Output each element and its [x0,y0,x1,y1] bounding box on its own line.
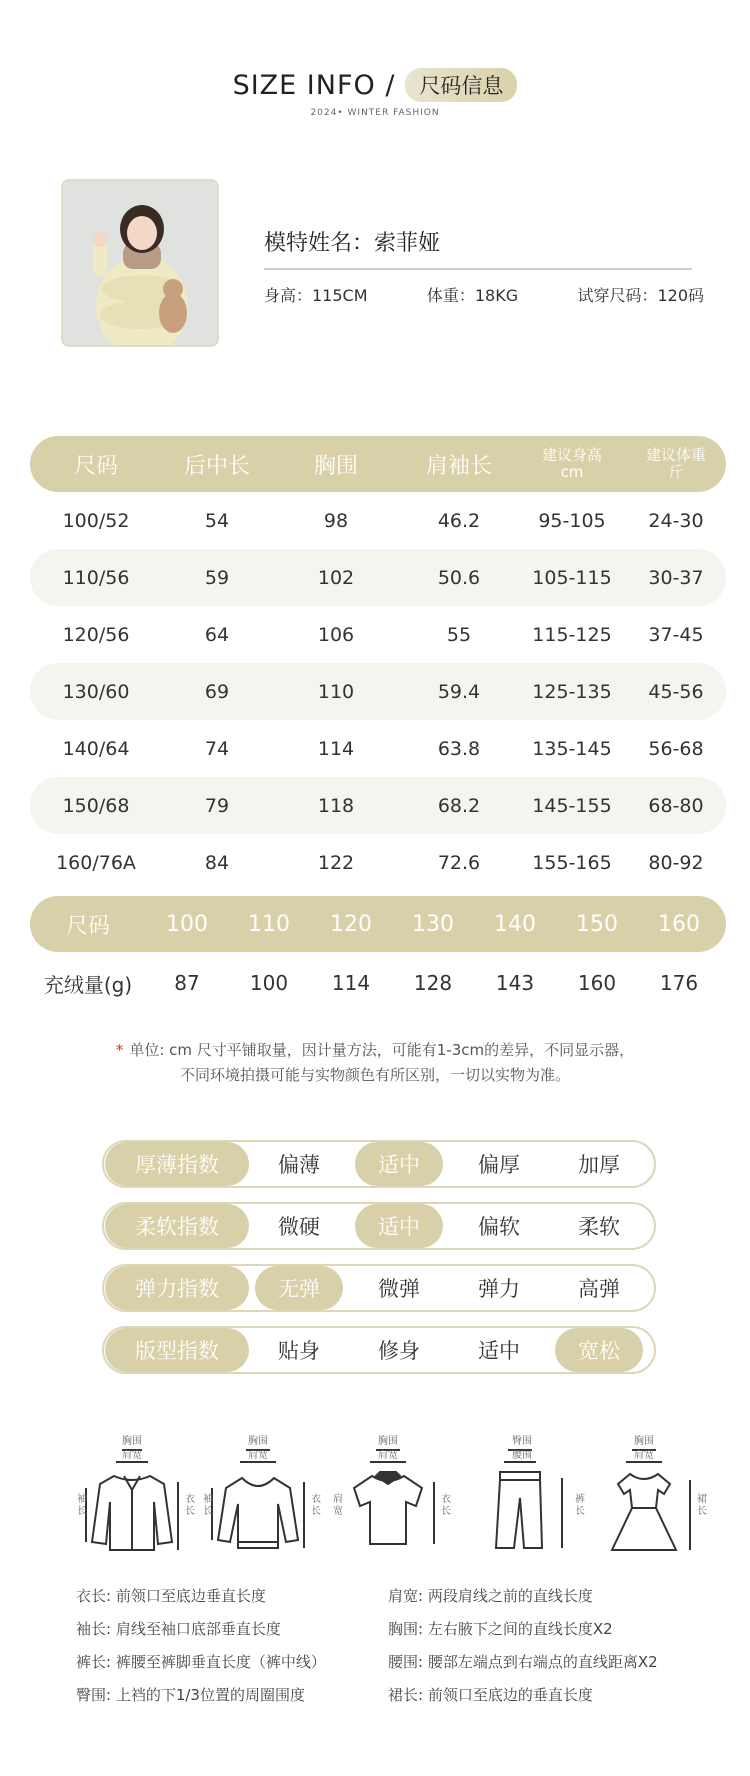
note-line-1: 单位: cm 尺寸平铺取量，因计量方法，可能有1-3cm的差异，不同显示器， [129,1041,635,1059]
size-cell: 125-135 [532,680,612,703]
garment-label: 胸围 [634,1436,654,1447]
size-cell: 64 [204,623,230,646]
index-scale [102,1202,656,1250]
size-cell: 59.4 [437,680,481,703]
size-cell: 30-37 [648,566,704,589]
garment-label: 肩宽 [122,1450,142,1461]
definition: 衣长: 前领口至底边垂直长度 [76,1587,266,1605]
index-option: 微弹 [378,1277,420,1301]
fill-header-label: 尺码 [65,913,110,939]
index-scale [102,1140,656,1188]
header-pill: 尺码信息 [405,68,517,102]
size-cell: 110 [317,680,355,703]
garment-label: 肩宽 [378,1450,398,1461]
garment-label: 袖长 [203,1494,213,1517]
size-cell: 55 [446,623,472,646]
fill-table [30,896,726,1014]
garment-label: 胸围 [122,1436,142,1447]
index-option-selected: 适中 [355,1142,443,1186]
size-cell: 74 [204,737,230,760]
size-cell: 68-80 [648,794,704,817]
index-option: 偏厚 [478,1153,520,1177]
index-option: 适中 [478,1339,520,1363]
measurement-note [0,1038,750,1088]
definition: 袖长: 肩线至袖口底部垂直长度 [76,1620,281,1638]
size-cell: 100/52 [62,509,130,532]
fill-header-size: 100 [166,911,208,937]
size-cell: 118 [317,794,355,817]
garment-label: 肩宽 [634,1450,654,1461]
garment-label: 肩宽 [248,1450,268,1461]
size-cell: 54 [204,509,230,532]
size-cell: 115-125 [532,623,612,646]
index-option-selected: 无弹 [255,1266,343,1310]
size-cell: 122 [317,851,355,874]
definition: 胸围: 左右腋下之间的直线长度X2 [388,1620,613,1638]
header-chest: 胸围 [313,453,358,479]
size-cell: 140/64 [62,737,130,760]
size-cell: 45-56 [648,680,704,703]
index-option-selected: 适中 [355,1204,443,1248]
model-weight: 体重：18KG [426,286,519,305]
size-cell: 160/76A [56,851,136,874]
garment-label: 胸围 [248,1436,268,1447]
header-subtitle: 2024• WINTER FASHION [310,108,440,118]
fill-header-size: 120 [330,911,372,937]
size-cell: 59 [204,566,230,589]
garment-label: 裤长 [575,1494,585,1517]
size-cell: 110/56 [62,566,130,589]
index-label: 弹力指数 [105,1266,249,1310]
fill-header-size: 140 [494,911,536,937]
model-photo [61,179,219,347]
definition: 腰围: 腰部左端点到右端点的直线距离X2 [388,1653,658,1671]
header-back-length: 后中长 [183,453,250,479]
divider [264,268,692,270]
definition: 肩宽: 两段肩线之前的直线长度 [388,1587,593,1605]
garment-label: 臀围 [512,1436,532,1447]
index-scale [102,1326,656,1374]
size-cell: 68.2 [437,794,481,817]
size-cell: 135-145 [532,737,612,760]
index-option: 修身 [378,1339,420,1363]
size-row [30,777,726,834]
garment-label: 衣长 [185,1494,195,1517]
garment-label: 腰围 [512,1450,532,1461]
index-label: 柔软指数 [105,1204,249,1248]
size-cell: 120/56 [62,623,130,646]
fill-value: 114 [331,971,371,995]
index-label: 版型指数 [105,1328,249,1372]
size-row [30,606,726,663]
size-cell: 80-92 [648,851,704,874]
garment-label: 肩宽 [333,1494,343,1517]
size-cell: 105-115 [532,566,612,589]
header-rec-weight: 建议体重 斤 [645,446,706,481]
fill-header-size: 150 [576,911,618,937]
index-option: 加厚 [578,1153,620,1177]
size-cell: 150/68 [62,794,130,817]
definition: 裙长: 前领口至底边的垂直长度 [388,1686,593,1704]
definitions-left [76,1580,326,1712]
index-label: 厚薄指数 [105,1142,249,1186]
size-table-header [30,436,726,492]
child-model-illustration [63,181,219,347]
model-trial-size: 试穿尺码：120码 [577,286,704,305]
size-row [30,549,726,606]
fill-value: 143 [495,971,535,995]
model-stats [264,283,704,306]
size-row [30,834,726,891]
note-star: * [115,1041,124,1059]
fill-value: 160 [577,971,617,995]
size-cell: 84 [204,851,230,874]
size-cell: 102 [317,566,355,589]
fill-header-size: 110 [248,911,290,937]
index-option: 贴身 [278,1339,320,1363]
size-cell: 79 [204,794,230,817]
fill-value: 87 [174,971,200,995]
fill-row-label: 充绒量(g) [43,972,133,997]
size-cell: 72.6 [437,851,481,874]
fill-header-size: 160 [658,911,700,937]
garment-label: 胸围 [378,1436,398,1447]
size-cell: 63.8 [437,737,481,760]
size-cell: 56-68 [648,737,704,760]
size-cell: 46.2 [437,509,481,532]
definitions-right [388,1580,658,1712]
definition: 臀围: 上裆的下1/3位置的周圈围度 [76,1686,305,1704]
garment-label: 衣长 [311,1494,321,1517]
size-cell: 37-45 [648,623,704,646]
index-option: 微硬 [278,1215,320,1239]
size-cell: 155-165 [532,851,612,874]
size-row [30,492,726,549]
header-title: SIZE INFO / [232,69,396,101]
size-cell: 95-105 [538,509,606,532]
index-option: 高弹 [578,1277,620,1301]
size-cell: 114 [317,737,355,760]
note-line-2: 不同环境拍摄可能与实物颜色有所区别，一切以实物为准。 [179,1066,570,1084]
size-row [30,663,726,720]
size-cell: 145-155 [532,794,612,817]
size-cell: 106 [317,623,355,646]
size-table [30,436,726,891]
index-option-selected: 宽松 [555,1328,643,1372]
page-header [0,68,750,118]
index-scale [102,1264,656,1312]
index-option: 偏薄 [278,1153,320,1177]
header-sleeve-length: 肩袖长 [425,453,492,479]
garment-label: 裙长 [697,1494,707,1517]
fill-value: 128 [413,971,453,995]
fill-value: 176 [659,971,699,995]
size-row [30,720,726,777]
index-option: 柔软 [578,1215,620,1239]
garment-label: 衣长 [441,1494,451,1517]
header-rec-height: 建议身高 cm [541,446,602,481]
size-cell: 130/60 [62,680,130,703]
fill-table-header [30,896,726,952]
model-height: 身高：115CM [264,286,368,305]
size-cell: 98 [323,509,349,532]
header-size: 尺码 [73,453,118,479]
garment-label: 袖长 [77,1494,87,1517]
fill-row [30,952,726,1014]
fill-value: 100 [249,971,289,995]
size-cell: 69 [204,680,230,703]
size-cell: 24-30 [648,509,704,532]
definition: 裤长: 裤腰至裤脚垂直长度（裤中线） [76,1653,326,1671]
model-name: 模特姓名：索菲娅 [264,231,441,256]
index-option: 偏软 [478,1215,520,1239]
index-option: 弹力 [478,1277,520,1301]
size-cell: 50.6 [437,566,481,589]
fill-header-size: 130 [412,911,454,937]
